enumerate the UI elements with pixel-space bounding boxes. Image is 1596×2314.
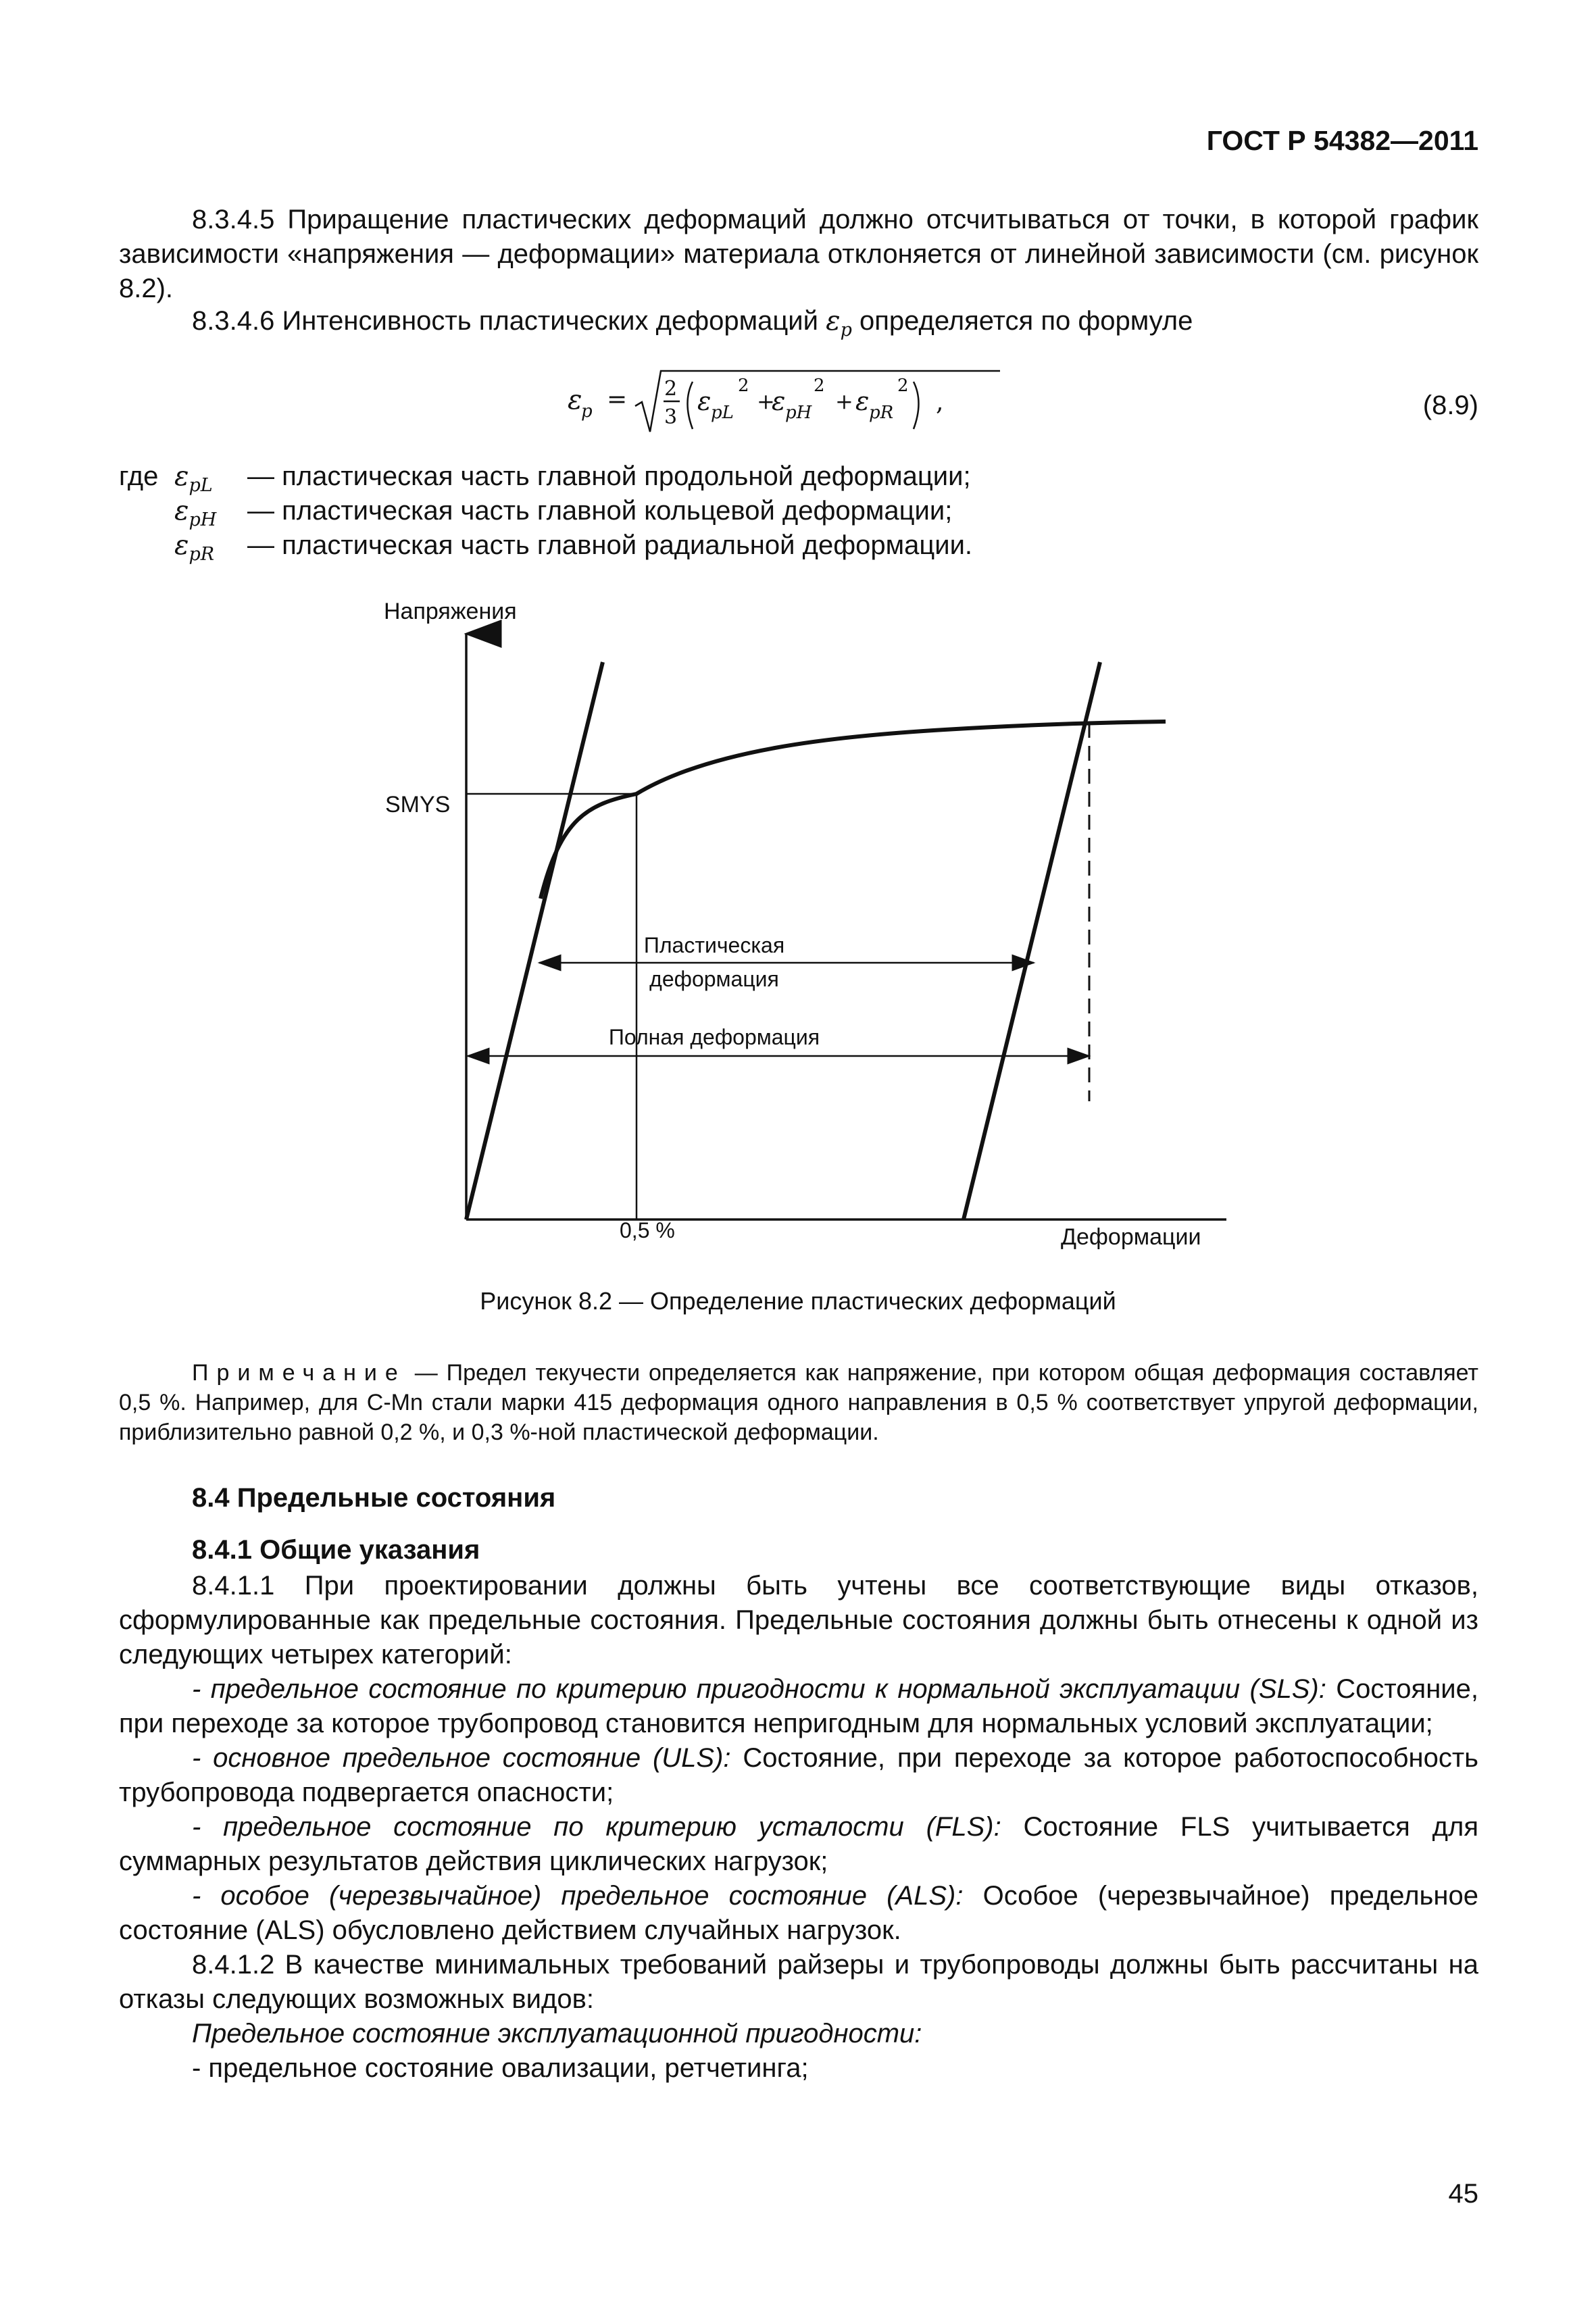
paragraph-text: 8.3.4.5 Приращение пластических деформаций должно отсчитываться от точки, в которой график зависимости «напряжения — деформации» материала отклоняется от линейной зависимости (см. рисунок 8.2).	[119, 205, 1478, 303]
symbol: $\varepsilon_{pL}$	[174, 461, 213, 496]
svg-text:ε: ε	[697, 386, 712, 416]
stress-strain-figure	[358, 588, 1250, 1263]
symbol-description: — пластическая часть главной кольцевой деформации;	[247, 496, 953, 526]
x-tick-label: 0,5 %	[620, 1218, 675, 1242]
note-text: — Предел текучести определяется как напряжение, при котором общая деформация составляет 0,5 %. Например, для C-Mn стали марки 415 деформация одного направления в 0,5 % соответствует упругой деформации, приблизительно равной 0,2 %, и 0,3 %-ной пластической деформации.	[119, 1360, 1478, 1445]
figure-caption: Рисунок 8.2 — Определение пластических деформаций	[480, 1287, 1116, 1315]
svg-text:2: 2	[897, 376, 909, 396]
page-number: 45	[1448, 2179, 1478, 2209]
document-header: ГОСТ Р 54382—2011	[1206, 125, 1478, 156]
list-item: - предельное состояние по критерию пригодности к нормальной эксплуатации (SLS): Состояние, при переходе за которое трубопровод становится непригодным для нормальных условий эксплуатации;	[119, 1674, 1478, 1738]
smys-guide	[466, 794, 637, 1219]
paragraph-text: определяется по формуле	[851, 306, 1193, 336]
list-item: - предельное состояние овализации, ретчетинга;	[192, 2053, 809, 2083]
symbol: $\varepsilon_{pR}$	[174, 530, 215, 565]
symbol-description: — пластическая часть главной радиальной деформации.	[247, 530, 973, 560]
paragraph-8-3-4-6	[119, 304, 1478, 347]
svg-text:2: 2	[664, 377, 678, 401]
plastic-label-2: деформация	[649, 967, 779, 991]
paragraph-8-4-1-2: 8.4.1.2 В качестве минимальных требований райзеры и трубопроводы должны быть рассчитаны на отказы следующих возможных видов:	[119, 1950, 1478, 2014]
svg-text:+: +	[757, 388, 775, 414]
formula-number: (8.9)	[1422, 391, 1478, 420]
svg-text:2: 2	[814, 376, 825, 396]
subheading: Предельное состояние эксплуатационной пригодности:	[192, 2019, 922, 2048]
where-word: где	[119, 461, 159, 491]
svg-text:pH: pH	[785, 403, 812, 423]
paragraph-8-4-1-1: 8.4.1.1 При проектировании должны быть учтены все соответствующие виды отказов, сформулированные как предельные состояния. Предельные состояния должны быть отнесены к одной из следующих четырех категорий:	[119, 1571, 1478, 1669]
stress-strain-curve	[541, 722, 1166, 899]
svg-text:ε: ε	[772, 386, 786, 416]
paragraph-8-3-4-5	[119, 203, 1478, 306]
symbol: $\varepsilon_{pH}$	[174, 495, 217, 530]
svg-text:pL: pL	[711, 403, 734, 423]
note-lead: Примечание	[192, 1360, 406, 1386]
svg-text:pR: pR	[869, 403, 894, 423]
plastic-label-1: Пластическая	[643, 933, 785, 957]
svg-text:,: ,	[936, 388, 944, 416]
y-axis-label: Напряжения	[384, 599, 517, 624]
unloading-line	[964, 662, 1100, 1219]
symbol: $\varepsilon_p$	[826, 305, 852, 341]
formula-8-9	[568, 361, 1000, 443]
total-label: Полная деформация	[608, 1025, 820, 1049]
section-heading-8-4-1: 8.4.1 Общие указания	[192, 1535, 480, 1565]
elastic-line	[466, 662, 603, 1219]
svg-text:ε: ε	[855, 386, 870, 416]
smys-label: SMYS	[385, 792, 451, 818]
paragraph-text: 8.3.4.6 Интенсивность пластических деформаций	[192, 306, 826, 336]
svg-text:p: p	[581, 401, 593, 422]
section-heading-8-4: 8.4 Предельные состояния	[192, 1483, 556, 1513]
svg-text:=: =	[607, 386, 628, 413]
list-item: - основное предельное состояние (ULS): Состояние, при переходе за которое работоспособность трубопровода подвергается опасности;	[119, 1743, 1478, 1807]
svg-text:+: +	[835, 388, 853, 414]
section-body	[119, 1569, 1478, 2086]
svg-text:2: 2	[738, 376, 749, 396]
svg-text:ε: ε	[568, 384, 582, 416]
note	[119, 1358, 1478, 1447]
list-item: - особое (черезвычайное) предельное состояние (ALS): Особое (черезвычайное) предельное состояние (ALS) обусловлено действием случайных нагрузок.	[119, 1881, 1478, 1945]
x-axis-label: Деформации	[1061, 1224, 1201, 1250]
symbol-description: — пластическая часть главной продольной деформации;	[247, 461, 971, 491]
list-item: - предельное состояние по критерию усталости (FLS): Состояние FLS учитывается для суммарных результатов действия циклических нагрузок;	[119, 1812, 1478, 1876]
svg-text:3: 3	[664, 405, 678, 429]
